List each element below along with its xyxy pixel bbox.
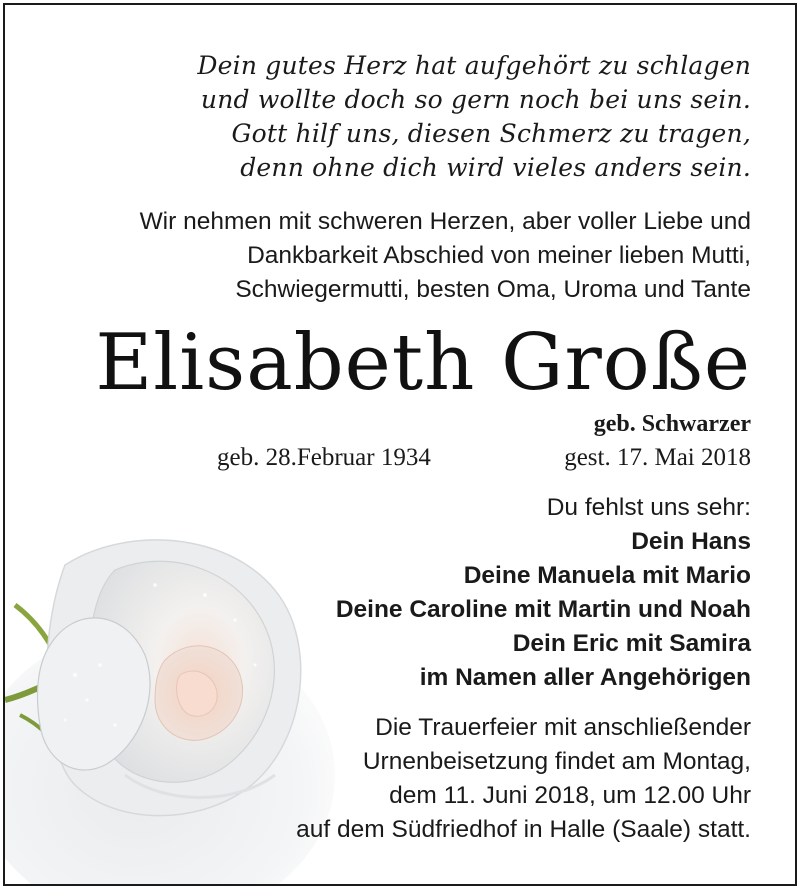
poem — [197, 49, 751, 185]
mourner-name: Deine Caroline mit Martin und Noah — [335, 596, 751, 623]
mourner-name: Dein Hans — [631, 528, 751, 555]
mourner-name: Dein Eric mit Samira — [512, 630, 751, 657]
poem-line: Gott hilf uns, diesen Schmerz zu tragen, — [231, 119, 751, 148]
deceased-name: Elisabeth Große — [95, 318, 751, 408]
death-date: gest. 17. Mai 2018 — [564, 444, 751, 471]
intro-line: Dankbarkeit Abschied von meiner lieben Mutti, — [247, 242, 751, 269]
poem-line: denn ohne dich wird vieles anders sein. — [240, 153, 751, 182]
mourners — [336, 491, 751, 695]
funeral-info — [296, 711, 751, 847]
poem-line: und wollte doch so gern noch bei uns sein. — [200, 85, 751, 114]
birth-name: geb. Schwarzer — [593, 411, 751, 437]
funeral-line: dem 11. Juni 2018, um 12.00 Uhr — [389, 782, 751, 809]
mourners-lead: Du fehlst uns sehr: — [546, 494, 751, 521]
funeral-line: auf dem Südfriedhof in Halle (Saale) statt. — [296, 816, 751, 843]
funeral-line: Urnenbeisetzung findet am Montag, — [362, 748, 751, 775]
birth-date: geb. 28.Februar 1934 — [217, 444, 431, 471]
poem-line: Dein gutes Herz hat aufgehört zu schlagen — [197, 51, 751, 80]
white-rose-icon — [5, 525, 335, 886]
intro-line: Schwiegermutti, besten Oma, Uroma und Tante — [235, 276, 751, 303]
funeral-line: Die Trauerfeier mit anschließender — [375, 714, 751, 741]
mourner-name: Deine Manuela mit Mario — [463, 562, 751, 589]
mourner-name: im Namen aller Angehörigen — [419, 664, 751, 691]
obituary-card — [3, 3, 797, 886]
intro-line: Wir nehmen mit schweren Herzen, aber voller Liebe und — [139, 208, 751, 235]
intro-text — [140, 205, 751, 307]
